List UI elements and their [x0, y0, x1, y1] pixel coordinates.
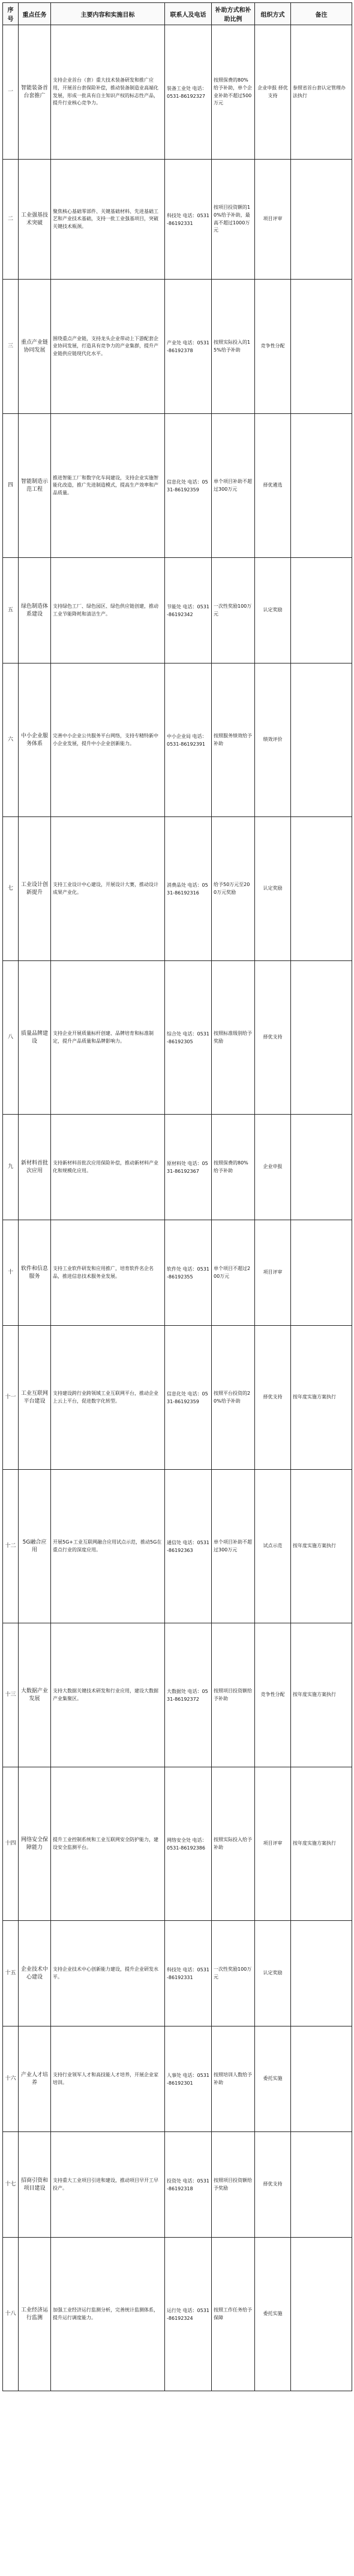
contact-info: 科技处 电话：0531-86192331: [165, 1921, 212, 2026]
row-number: 十四: [3, 1767, 19, 1921]
contact-info: 人事处 电话：0531-86192301: [165, 2026, 212, 2132]
task-name: 新材料首批次应用: [19, 1115, 51, 1220]
organize-mode: 认定奖励: [255, 817, 291, 961]
support-method: 单个项目补助不超过300万元: [212, 414, 255, 558]
contact-info: 原材料处 电话：0531-86192367: [165, 1115, 212, 1220]
task-content: 推进智能工厂和数字化车间建设，支持企业实施智能化改造，推广先进制造模式，提高生产效率和产品质量。: [51, 414, 165, 558]
task-content: 支持大数据关键技术研发和行业应用，建设大数据产业集聚区。: [51, 1623, 165, 1767]
task-name: 工业经济运行监测: [19, 2238, 51, 2391]
support-method: 给予50万元至200万元奖励: [212, 817, 255, 961]
organize-mode: 企业申报: [255, 1115, 291, 1220]
header-contact: 联系人及电话: [165, 3, 212, 25]
row-number: 九: [3, 1115, 19, 1220]
row-number: 十一: [3, 1326, 19, 1470]
row-number: 十: [3, 1220, 19, 1326]
organize-mode: 竞争性分配: [255, 280, 291, 414]
row-number: 十六: [3, 2026, 19, 2132]
row-number: 六: [3, 663, 19, 817]
table-row: [3, 1623, 352, 1767]
row-number: 七: [3, 817, 19, 961]
task-name: 软件和信息服务: [19, 1220, 51, 1326]
task-name: 5G融合应用: [19, 1470, 51, 1623]
organize-mode: 择优支持: [255, 1326, 291, 1470]
support-method: 按照服务绩效给予补助: [212, 663, 255, 817]
task-name: 智能装备首台套推广: [19, 25, 51, 160]
support-method: 按照标准级别给予奖励: [212, 961, 255, 1115]
task-content: 围绕重点产业链，支持龙头企业带动上下游配套企业协同发展，打造具有竞争力的产业集群，提升产业链供应链现代化水平。: [51, 280, 165, 414]
remark: [291, 1115, 352, 1220]
task-content: 支持企业技术中心创新能力建设，提升企业研发水平。: [51, 1921, 165, 2026]
organize-mode: 项目评审: [255, 1767, 291, 1921]
task-name: 绿色制造体系建设: [19, 558, 51, 663]
table-row: [3, 1767, 352, 1921]
task-name: 智能制造示范工程: [19, 414, 51, 558]
organize-mode: 择优支持: [255, 961, 291, 1115]
task-name: 重点产业链协同发展: [19, 280, 51, 414]
row-number: 十八: [3, 2238, 19, 2391]
row-number: 四: [3, 414, 19, 558]
support-method: 按照项目投资额给予奖励: [212, 2132, 255, 2238]
task-content: 聚焦核心基础零部件、关键基础材料、先进基础工艺和产业技术基础，支持一批工业强基项目，突破关键技术瓶颈。: [51, 160, 165, 280]
task-content: 支持工业设计中心建设，开展设计大赛，推动设计成果产业化。: [51, 817, 165, 961]
header-note: 备注: [291, 3, 352, 25]
organize-mode: 认定奖励: [255, 1921, 291, 2026]
task-name: 企业技术中心建设: [19, 1921, 51, 2026]
remark: 按年度实施方案执行: [291, 1326, 352, 1470]
support-method: 按照工作任务给予保障: [212, 2238, 255, 2391]
contact-info: 网络安全处 电话：0531-86192386: [165, 1767, 212, 1921]
support-method: 单个项目补助不超过300万元: [212, 1470, 255, 1623]
remark: 参照省首台套认定管理办法执行: [291, 25, 352, 160]
contact-info: 综合处 电话：0531-86192305: [165, 961, 212, 1115]
remark: 按年度实施方案执行: [291, 1623, 352, 1767]
row-number: 十五: [3, 1921, 19, 2026]
support-method: 按照实际投入给予补助: [212, 1767, 255, 1921]
task-content: 支持工业软件研发和应用推广，培育软件名企名品，推进信息技术服务业发展。: [51, 1220, 165, 1326]
row-number: 三: [3, 280, 19, 414]
header-content: 主要内容和实施目标: [51, 3, 165, 25]
contact-info: 投资处 电话：0531-86192318: [165, 2132, 212, 2238]
remark: [291, 2132, 352, 2238]
remark: [291, 558, 352, 663]
task-content: 支持新材料首批次应用保险补偿，推动新材料产业化和规模化应用。: [51, 1115, 165, 1220]
header-no: 序号: [3, 3, 19, 25]
organize-mode: 认定奖励: [255, 558, 291, 663]
row-number: 十三: [3, 1623, 19, 1767]
header-task: 重点任务: [19, 3, 51, 25]
table-row: [3, 160, 352, 280]
contact-info: 通信处 电话：0531-86192363: [165, 1470, 212, 1623]
task-content: 支持建设跨行业跨领域工业互联网平台，推动企业上云上平台，促进数字化转型。: [51, 1326, 165, 1470]
table-header-row: [3, 3, 352, 25]
contact-info: 信息化处 电话：0531-86192359: [165, 414, 212, 558]
remark: 按年度实施方案执行: [291, 1767, 352, 1921]
contact-info: 大数据处 电话：0531-86192372: [165, 1623, 212, 1767]
header-mode: 组织方式: [255, 3, 291, 25]
remark: 按年度实施方案执行: [291, 1470, 352, 1623]
task-name: 网络安全保障能力: [19, 1767, 51, 1921]
table-row: [3, 280, 352, 414]
organize-mode: 绩效评价: [255, 663, 291, 817]
task-name: 工业设计创新提升: [19, 817, 51, 961]
table-row: [3, 1921, 352, 2026]
task-name: 工业互联网平台建设: [19, 1326, 51, 1470]
task-name: 工业强基技术突破: [19, 160, 51, 280]
table-row: [3, 2026, 352, 2132]
row-number: 八: [3, 961, 19, 1115]
support-method: 一次性奖励100万元: [212, 1921, 255, 2026]
task-name: 中小企业服务体系: [19, 663, 51, 817]
organize-mode: 择优支持: [255, 2132, 291, 2238]
support-method: 单个项目不超过200万元: [212, 1220, 255, 1326]
organize-mode: 项目评审: [255, 160, 291, 280]
remark: [291, 1220, 352, 1326]
support-method: 按照平台投资的20%给予补助: [212, 1326, 255, 1470]
remark: [291, 2026, 352, 2132]
organize-mode: 试点示范: [255, 1470, 291, 1623]
table-row: [3, 558, 352, 663]
table-row: [3, 1115, 352, 1220]
task-name: 大数据产业发展: [19, 1623, 51, 1767]
header-support: 补助方式和补助比例: [212, 3, 255, 25]
remark: [291, 160, 352, 280]
contact-info: 科技处 电话：0531-86192331: [165, 160, 212, 280]
task-content: 加强工业经济运行监测分析，完善统计监测体系，提升运行调度能力。: [51, 2238, 165, 2391]
support-method: 按照培训人数给予补助: [212, 2026, 255, 2132]
remark: [291, 961, 352, 1115]
task-content: 支持行业领军人才和高技能人才培养，开展企业家培训。: [51, 2026, 165, 2132]
row-number: 十七: [3, 2132, 19, 2238]
task-table: [2, 2, 352, 2391]
table-row: [3, 414, 352, 558]
remark: [291, 1921, 352, 2026]
contact-info: 节能处 电话：0531-86192342: [165, 558, 212, 663]
support-method: 按照项目投资额给予补助: [212, 1623, 255, 1767]
contact-info: 运行处 电话：0531-86192324: [165, 2238, 212, 2391]
task-content: 开展5G+工业互联网融合应用试点示范，推动5G在重点行业的深度应用。: [51, 1470, 165, 1623]
task-content: 支持企业开展质量标杆创建、品牌培育和标准制定，提升产品质量和品牌影响力。: [51, 961, 165, 1115]
support-method: 按项目投资额的10%给予补助，最高不超过1000万元: [212, 160, 255, 280]
contact-info: 产业处 电话：0531-86192378: [165, 280, 212, 414]
table-row: [3, 1326, 352, 1470]
contact-info: 装备工业处 电话：0531-86192327: [165, 25, 212, 160]
row-number: 二: [3, 160, 19, 280]
table-row: [3, 817, 352, 961]
table-row: [3, 25, 352, 160]
remark: [291, 663, 352, 817]
organize-mode: 项目评审: [255, 1220, 291, 1326]
organize-mode: 竞争性分配: [255, 1623, 291, 1767]
row-number: 十二: [3, 1470, 19, 1623]
table-row: [3, 2238, 352, 2391]
remark: [291, 414, 352, 558]
contact-info: 消费品处 电话：0531-86192316: [165, 817, 212, 961]
task-content: 完善中小企业公共服务平台网络，支持专精特新中小企业发展，提升中小企业创新能力。: [51, 663, 165, 817]
organize-mode: 委托实施: [255, 2238, 291, 2391]
row-number: 一: [3, 25, 19, 160]
table-row: [3, 663, 352, 817]
remark: [291, 280, 352, 414]
contact-info: 软件处 电话：0531-86192355: [165, 1220, 212, 1326]
support-method: 一次性奖励100万元: [212, 558, 255, 663]
table-row: [3, 961, 352, 1115]
support-method: 按照保费的80%给予补助: [212, 1115, 255, 1220]
task-content: 支持重大工业项目引进和建设，推动项目早开工早投产。: [51, 2132, 165, 2238]
contact-info: 中小企业局 电话：0531-86192391: [165, 663, 212, 817]
task-content: 支持绿色工厂、绿色园区、绿色供应链创建，推动工业节能降耗和清洁生产。: [51, 558, 165, 663]
task-content: 支持企业首台（套）重大技术装备研发和推广应用，开展首台套保险补偿，推动装备制造业高端化发展，形成一批具有自主知识产权的标志性产品，提升行业核心竞争力。: [51, 25, 165, 160]
organize-mode: 择优遴选: [255, 414, 291, 558]
task-name: 产业人才培养: [19, 2026, 51, 2132]
table-row: [3, 1470, 352, 1623]
contact-info: 信息化处 电话：0531-86192359: [165, 1326, 212, 1470]
row-number: 五: [3, 558, 19, 663]
remark: [291, 817, 352, 961]
task-name: 招商引资和项目建设: [19, 2132, 51, 2238]
task-name: 质量品牌建设: [19, 961, 51, 1115]
organize-mode: 企业申报 择优支持: [255, 25, 291, 160]
table-row: [3, 1220, 352, 1326]
organize-mode: 委托实施: [255, 2026, 291, 2132]
support-method: 按照保费的80%给予补助，单个企业补助不超过500万元: [212, 25, 255, 160]
task-content: 提升工业控制系统和工业互联网安全防护能力，建设安全监测平台。: [51, 1767, 165, 1921]
table-row: [3, 2132, 352, 2238]
support-method: 按照实际投入的15%给予补助: [212, 280, 255, 414]
remark: [291, 2238, 352, 2391]
